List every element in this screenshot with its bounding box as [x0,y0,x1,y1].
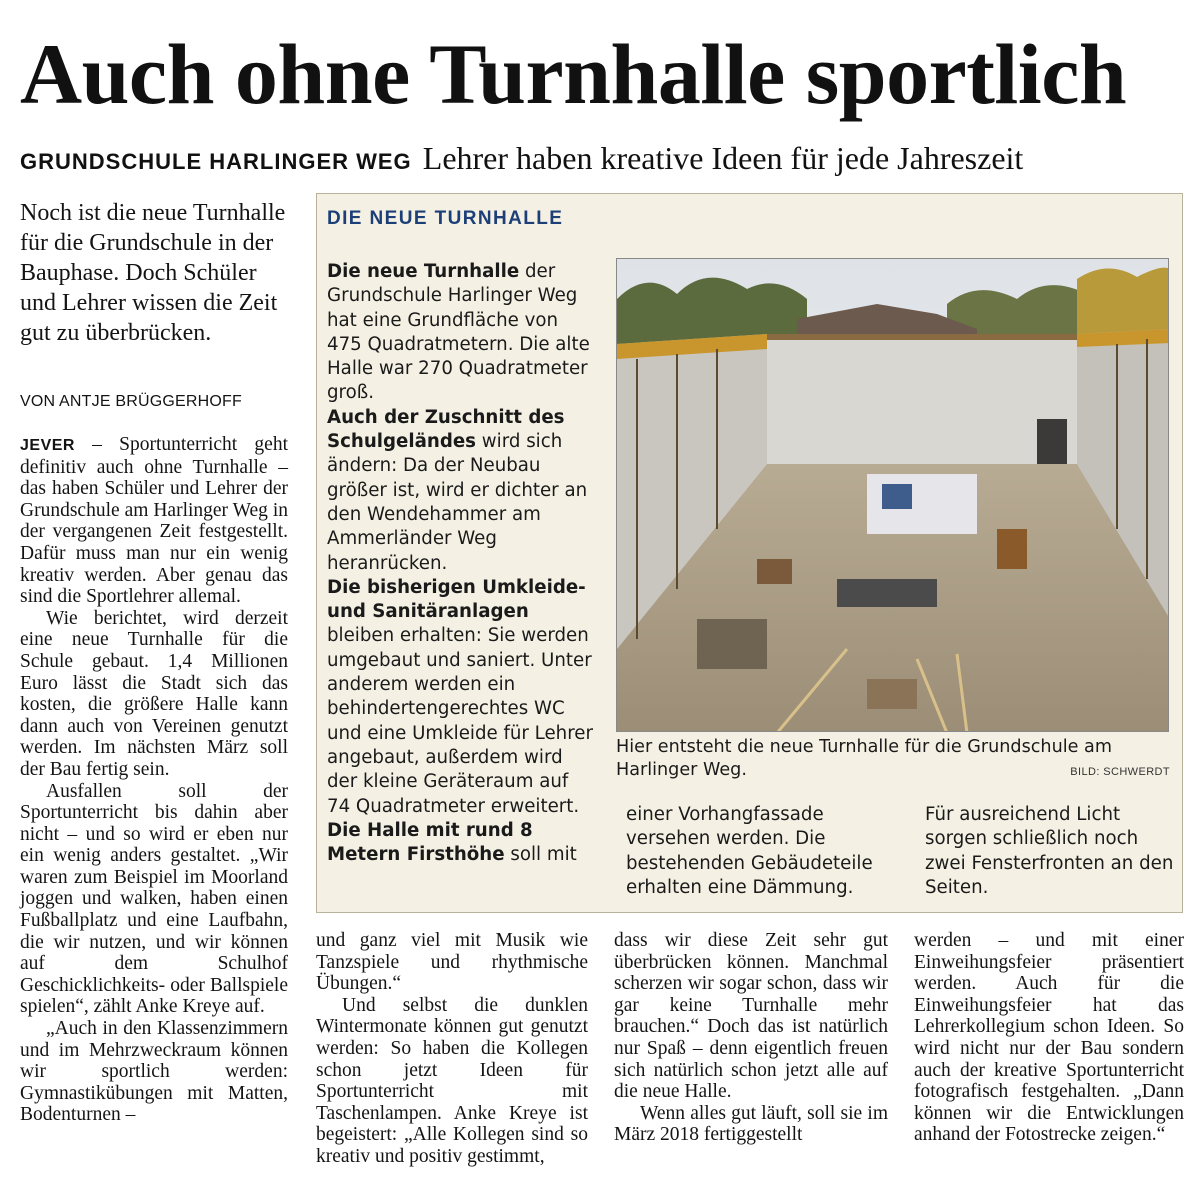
article-paragraph: werden – und mit einer Einweihungsfeier präsentiert werden. Auch für die Einweihungsfeier hat das Lehrerkollegium schon Ideen. So wird nicht nur der Bau sondern auch der kreative Sportunterricht fotografisch festgehalten. „Dann können wir die Entwicklungen anhand der Fotostrecke zeigen.“ [914,930,1184,1146]
info-box-title: DIE NEUE TURNHALLE [327,208,564,229]
info-item [327,576,597,819]
info-item-lead: Die bisherigen Umkleide- und Sanitäranlagen [327,576,586,623]
info-box-text [327,260,597,867]
kicker: GRUNDSCHULE HARLINGER WEG [20,149,412,174]
article-paragraph: Ausfallen soll der Sportunterricht bis dahin aber nicht – und so wird er eben nur ein wenig anders gestaltet. „Wir waren zum Beispiel im Moorland joggen und walken, haben einen Fußballplatz und eine Laufbahn, die wir nutzen, und wir können auf dem Schulhof Geschicklichkeits- oder Ballspiele spielen“, zählt Anke Kreye auf. [20,780,288,1018]
info-item-lead: Auch der Zuschnitt des Schulgeländes [327,406,565,453]
article-paragraph [20,434,288,608]
info-item [327,819,597,868]
info-item-text: bleiben erhalten: Sie werden umgebaut und saniert. Unter anderem werden ein behindertengerechtes WC und eine Umkleide für Lehrer angebaut, außerdem wird der kleine Geräteraum auf 74 Quadratmeter erweitert. [327,625,593,817]
article-column-2 [316,930,588,1168]
lead-paragraph: Noch ist die neue Turnhalle für die Grundschule in der Bauphase. Doch Schüler und Lehrer wissen die Zeit gut zu überbrücken. [20,200,286,346]
info-item-lead: Die Halle mit rund 8 Metern Firsthöhe [327,819,533,866]
info-box-column-3: Für ausreichend Licht sorgen schließlich noch zwei Fensterfronten an den Seiten. [925,804,1174,898]
info-item [327,260,597,406]
article-column-3 [614,930,888,1146]
info-box-column-2: einer Vorhangfassade versehen werden. Die bestehenden Gebäudeteile erhalten eine Dämmung. [626,804,873,898]
subtitle: Lehrer haben kreative Ideen für jede Jahreszeit [422,140,1024,176]
info-item-text: soll mit [504,844,577,866]
article-column-4 [914,930,1184,1146]
info-item-lead: Die neue Turnhalle [327,261,520,282]
photo-credit: BILD: SCHWERDT [1070,766,1170,778]
article-paragraph: „Auch in den Klassenzimmern und im Mehrzweckraum können wir sportlich werden: Gymnastikübungen mit Matten, Bodenturnen – [20,1018,288,1126]
article-column-1 [20,434,288,1126]
headline: Auch ohne Turnhalle sportlich [20,26,1127,122]
info-item [327,406,597,576]
article-paragraph: Wenn alles gut läuft, soll sie im März 2018 fertiggestellt [614,1102,888,1146]
info-item-text: der Grundschule Harlinger Weg hat eine Grundfläche von 475 Quadratmetern. Die alte Halle war 270 Quadratmeter groß. [327,261,590,404]
paragraph-text: – Sportunterricht geht definitiv auch ohne Turnhalle – das haben Schüler und Lehrer der Grundschule am Harlinger Weg in der vergangenen Zeit festgestellt. Dafür muss man nur ein wenig kreativ werden. Aber genau das sind die Sportlehrer allemal. [20,434,288,608]
article-paragraph: Und selbst die dunklen Wintermonate können gut genutzt werden: So haben die Kollegen schon jetzt Ideen für Sportunterricht mit Taschenlampen. Anke Kreye ist begeistert: „Alle Kollegen sind so kreativ und positiv gestimmt, [316,994,588,1167]
article-paragraph: dass wir diese Zeit sehr gut überbrücken können. Manchmal scherzen wir sogar schon, dass wir gar keine Turnhalle mehr brauchen.“ Doch das ist natürlich nur Spaß – denn eigentlich freuen sich natürlich schon jetzt alle auf die neue Halle. [614,930,888,1103]
subline [20,140,1190,177]
dateline: JEVER [20,437,75,454]
article-paragraph: Wie berichtet, wird derzeit eine neue Turnhalle für die Schule gebaut. 1,4 Millionen Euro lässt die Stadt sich das kosten, die größere Halle kann dann auch von Vereinen genutzt werden. Im nächsten März soll der Bau fertig sein. [20,607,288,780]
info-item-text: wird sich ändern: Da der Neubau größer ist, wird er dichter an den Wendehammer am Ammerländer Weg heranrücken. [327,431,588,574]
photo-caption: Hier entsteht die neue Turnhalle für die Grundschule am Harlinger Weg. [616,737,1112,780]
author-byline: VON ANTJE BRÜGGERHOFF [20,393,242,410]
construction-photo [616,258,1169,732]
article-paragraph: und ganz viel mit Musik wie Tanzspiele und rhythmische Übungen.“ [316,930,588,995]
